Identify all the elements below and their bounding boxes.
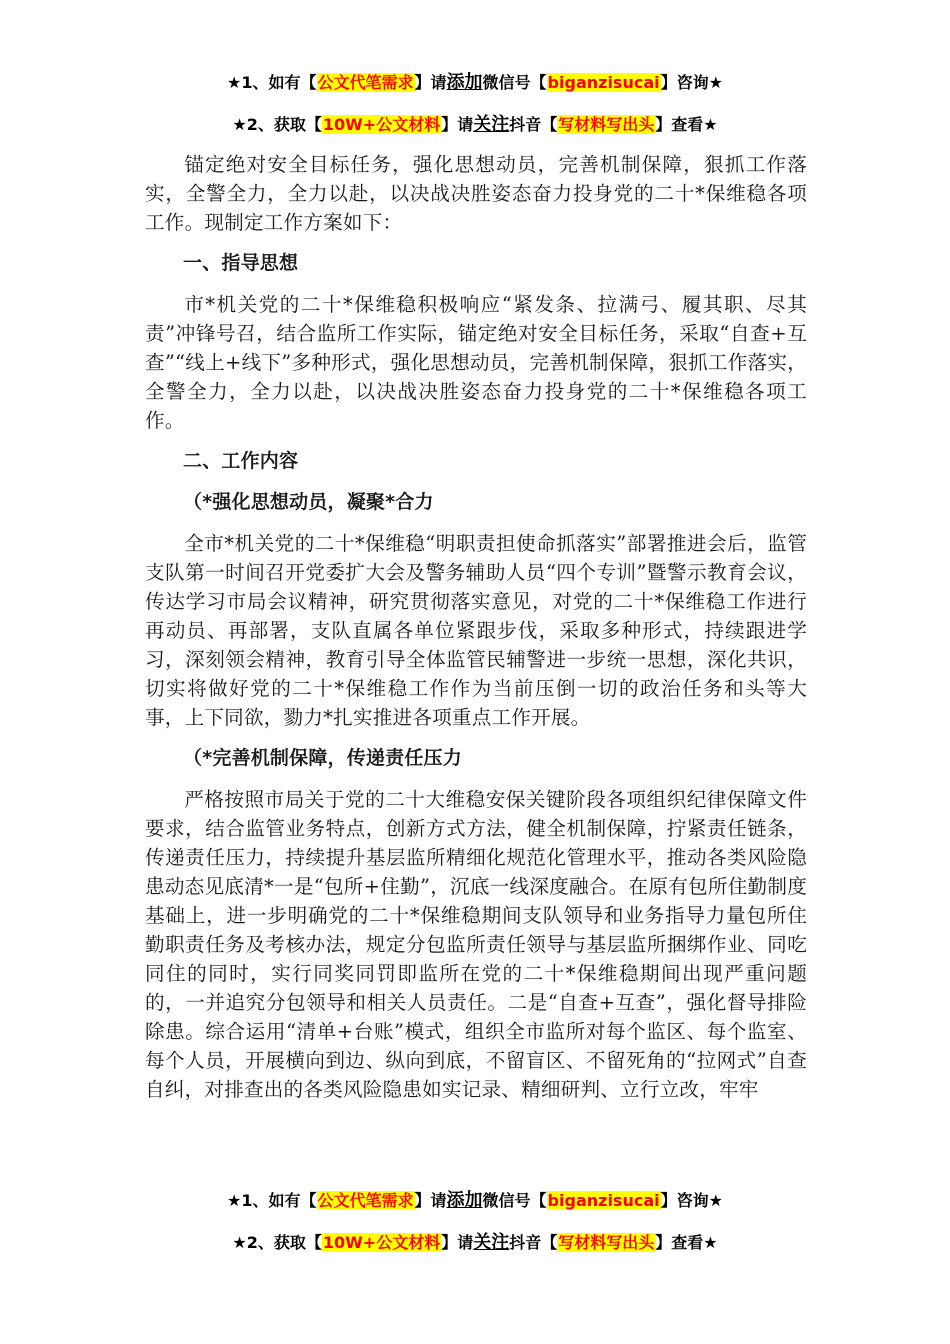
underlined-keyword: 添加 — [446, 72, 483, 93]
highlight-wechat-id: biganzisucai — [547, 1191, 660, 1210]
paragraph-guiding-thought: 市*机关党的二十*保维稳积极响应“紧发条、拉满弓、履其职、尽其责”冲锋号召，结合监所工作实际，锚定绝对安全目标任务，采取“自查+互查”“线上+线下”多种形式，强化思想动员，完善机制保障，狠抓工作落实，全警全力，全力以赴，以决战决胜姿态奋力投身党的二十*保维稳各项工作。 — [145, 293, 807, 432]
top-banner-line-2 — [0, 110, 950, 136]
highlight-materials: 10W+公文材料 — [322, 115, 441, 134]
banner-text: 抖音【 — [509, 115, 558, 134]
banner-text: 微信号【 — [482, 73, 547, 92]
bottom-banner-line-2 — [0, 1228, 950, 1254]
intro-paragraph: 锚定绝对安全目标任务，强化思想动员，完善机制保障，狠抓工作落实，全警全力，全力以赴，以决战决胜姿态奋力投身党的二十*保维稳各项工作。现制定工作方案如下： — [145, 153, 807, 234]
highlight-service: 公文代笔需求 — [317, 73, 414, 92]
section-heading-2: 二、工作内容 — [183, 450, 299, 472]
banner-text: 微信号【 — [482, 1191, 547, 1210]
underlined-keyword: 关注 — [473, 114, 510, 135]
banner-text: 】查看★ — [655, 1233, 718, 1252]
banner-text: ★1、如有【 — [227, 73, 317, 92]
highlight-douyin: 写材料写出头 — [558, 1233, 655, 1252]
banner-text: 】请 — [441, 1233, 474, 1252]
subsection-heading-1: （*强化思想动员，凝聚*合力 — [183, 491, 434, 513]
banner-text: 】查看★ — [655, 115, 718, 134]
banner-text: 】请 — [441, 115, 474, 134]
banner-text: 】咨询★ — [660, 73, 723, 92]
top-banner-line-1 — [0, 68, 950, 94]
section-heading-1: 一、指导思想 — [183, 252, 299, 274]
banner-text: 】咨询★ — [660, 1191, 723, 1210]
paragraph-mechanism: 严格按照市局关于党的二十大维稳安保关键阶段各项组织纪律保障文件要求，结合监管业务特点，创新方式方法，健全机制保障，拧紧责任链条，传递责任压力，持续提升基层监所精细化规范化管理水平，推动各类风险隐患动态见底清*一是“包所+住勤”，沉底一线深度融合。在原有包所住勤制度基础上，进一步明确党的二十*保维稳期间支队领导和业务指导力量包所住勤职责任务及考核办法，规定分包监所责任领导与基层监所捆绑作业、同吃同住的同时，实行同奖同罚即监所在党的二十*保维稳期间出现严重问题的，一并追究分包领导和相关人员责任。二是“自查+互查”，强化督导排险除患。综合运用“清单+台账”模式，组织全市监所对每个监区、每个监室、每个人员，开展横向到边、纵向到底，不留盲区、不留死角的“拉网式”自查自纠，对排查出的各类风险隐患如实记录、精细研判、立行立改，牢牢 — [145, 788, 807, 1101]
banner-text: ★1、如有【 — [227, 1191, 317, 1210]
highlight-douyin: 写材料写出头 — [558, 115, 655, 134]
banner-text: ★2、获取【 — [232, 115, 322, 134]
subsection-heading-2: （*完善机制保障，传递责任压力 — [183, 747, 462, 769]
highlight-materials: 10W+公文材料 — [322, 1233, 441, 1252]
underlined-keyword: 添加 — [446, 1190, 483, 1211]
banner-text: 抖音【 — [509, 1233, 558, 1252]
highlight-wechat-id: biganzisucai — [547, 73, 660, 92]
banner-text: ★2、获取【 — [232, 1233, 322, 1252]
banner-text: 】请 — [414, 73, 447, 92]
highlight-service: 公文代笔需求 — [317, 1191, 414, 1210]
banner-text: 】请 — [414, 1191, 447, 1210]
document-body — [145, 150, 807, 1104]
paragraph-mobilization: 全市*机关党的二十*保维稳“明职责担使命抓落实”部署推进会后，监管支队第一时间召开党委扩大会及警务辅助人员“四个专训”暨警示教育会议，传达学习市局会议精神，研究贯彻落实意见，对党的二十*保维稳工作进行再动员、再部署，支队直属各单位紧跟步伐，采取多种形式，持续跟进学习，深刻领会精神，教育引导全体监管民辅警进一步统一思想，深化共识，切实将做好党的二十*保维稳工作作为当前压倒一切的政治任务和头等大事，上下同欲，勠力*扎实推进各项重点工作开展。 — [145, 532, 807, 729]
underlined-keyword: 关注 — [473, 1232, 510, 1253]
bottom-banner-line-1 — [0, 1186, 950, 1212]
